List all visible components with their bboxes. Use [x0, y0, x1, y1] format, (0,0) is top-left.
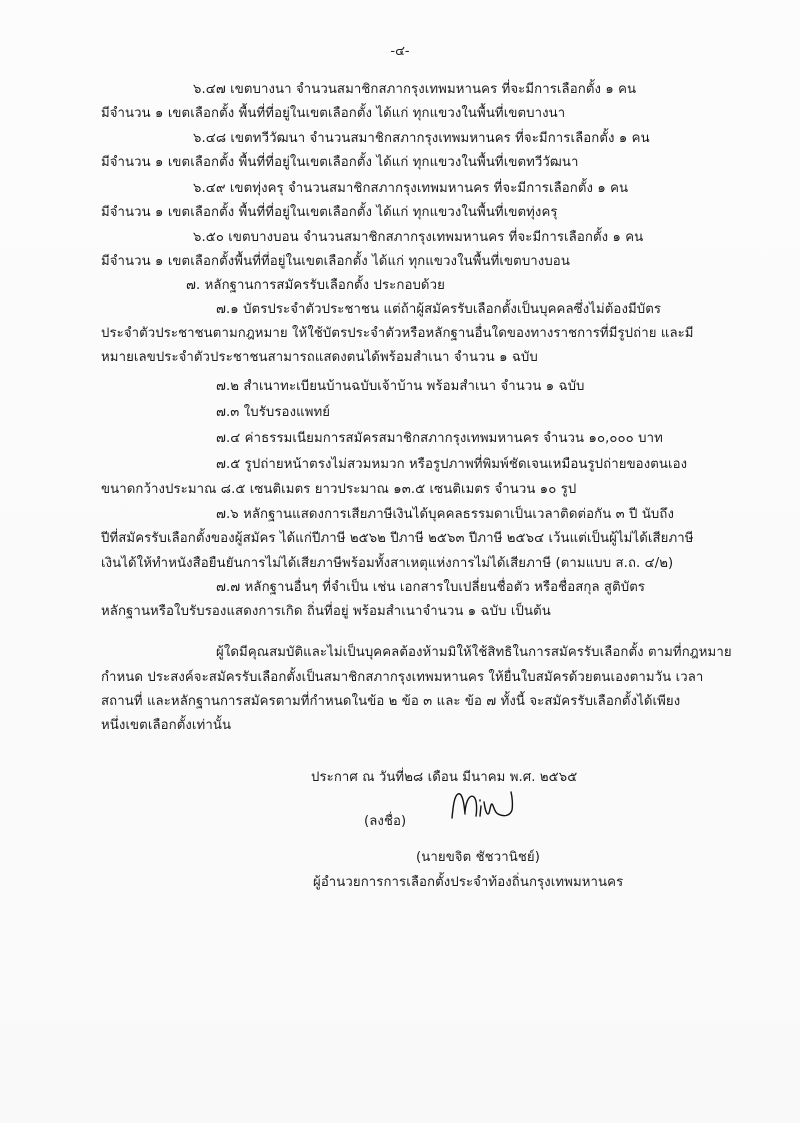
- item-7-3: ๗.๓ ใบรับรองแพทย์: [216, 405, 331, 420]
- item-7-7-line1: ๗.๗ หลักฐานอื่นๆ ที่จำเป็น เช่น เอกสารใบเปลี่ยนชื่อตัว หรือชื่อสกุล สูติบัตร: [216, 580, 646, 595]
- evidence-heading: ๗. หลักฐานการสมัครรับเลือกตั้ง ประกอบด้วย: [186, 278, 445, 293]
- item-7-6-line1: ๗.๖ หลักฐานแสดงการเสียภาษีเงินได้บุคคลธรรมดาเป็นเวลาติดต่อกัน ๓ ปี นับถึง: [216, 507, 675, 522]
- district-6-48-line1: ๖.๔๘ เขตทวีวัฒนา จำนวนสมาชิกสภากรุงเทพมหานคร ที่จะมีการเลือกตั้ง ๑ คน: [193, 131, 650, 146]
- item-7-7-line2: หลักฐานหรือใบรับรองแสดงการเกิด ถิ่นที่อยู่ พร้อมสำเนาจำนวน ๑ ฉบับ เป็นต้น: [101, 604, 551, 619]
- district-6-47-line1: ๖.๔๗ เขตบางนา จำนวนสมาชิกสภากรุงเทพมหานคร ที่จะมีการเลือกตั้ง ๑ คน: [193, 82, 637, 97]
- closing-paragraph-line4: หนึ่งเขตเลือกตั้งเท่านั้น: [101, 718, 232, 733]
- district-6-50-line2: มีจำนวน ๑ เขตเลือกตั้งพื้นที่ที่อยู่ในเขตเลือกตั้ง ได้แก่ ทุกแขวงในพื้นที่เขตบางบอน: [101, 254, 570, 269]
- item-7-4: ๗.๔ ค่าธรรมเนียมการสมัครสมาชิกสภากรุงเทพมหานคร จำนวน ๑๐,๐๐๐ บาท: [216, 431, 663, 446]
- item-7-6-line2: ปีที่สมัครรับเลือกตั้งของผู้สมัคร ได้แก่ปีภาษี ๒๕๖๒ ปีภาษี ๒๕๖๓ ปีภาษี ๒๕๖๔ เว้นแต่เป็นผู้ไม่ได้เสียภาษี: [101, 531, 694, 546]
- item-7-6-line3: เงินได้ให้ทำหนังสือยืนยันการไม่ได้เสียภาษีพร้อมทั้งสาเหตุแห่งการไม่ได้เสียภาษี (ตามแบบ ส.ถ. ๔/๒): [101, 556, 674, 571]
- signer-name: (นายขจิต ชัชวานิชย์): [416, 850, 540, 865]
- closing-paragraph-line3: สถานที่ และหลักฐานการสมัครตามที่กำหนดในข้อ ๒ ข้อ ๓ และ ข้อ ๗ ทั้งนี้ จะสมัครรับเลือกตั้งได้เพียง: [101, 694, 681, 709]
- item-7-1-line2: ประจำตัวประชาชนตามกฎหมาย ให้ใช้บัตรประจำตัวหรือหลักฐานอื่นใดของทางราชการที่มีรูปถ่าย และมี: [101, 326, 694, 341]
- district-6-47-line2: มีจำนวน ๑ เขตเลือกตั้ง พื้นที่ที่อยู่ในเขตเลือกตั้ง ได้แก่ ทุกแขวงในพื้นที่เขตบางนา: [101, 106, 566, 121]
- sign-label: (ลงชื่อ): [364, 814, 407, 829]
- district-6-49-line1: ๖.๔๙ เขตทุ่งครุ จำนวนสมาชิกสภากรุงเทพมหานคร ที่จะมีการเลือกตั้ง ๑ คน: [193, 181, 629, 196]
- item-7-1-line3: หมายเลขประจำตัวประชาชนสามารถแสดงตนได้พร้อมสำเนา จำนวน ๑ ฉบับ: [101, 350, 538, 365]
- district-6-48-line2: มีจำนวน ๑ เขตเลือกตั้ง พื้นที่ที่อยู่ในเขตเลือกตั้ง ได้แก่ ทุกแขวงในพื้นที่เขตทวีวัฒนา: [101, 155, 579, 170]
- signer-position: ผู้อำนวยการการเลือกตั้งประจำท้องถิ่นกรุงเทพมหานคร: [313, 875, 624, 890]
- item-7-5-line2: ขนาดกว้างประมาณ ๘.๕ เซนติเมตร ยาวประมาณ ๑๓.๕ เซนติเมตร จำนวน ๑๐ รูป: [101, 482, 577, 497]
- item-7-2: ๗.๒ สำเนาทะเบียนบ้านฉบับเจ้าบ้าน พร้อมสำเนา จำนวน ๑ ฉบับ: [216, 379, 585, 394]
- closing-paragraph-line1: ผู้ใดมีคุณสมบัติและไม่เป็นบุคคลต้องห้ามมิให้ใช้สิทธิในการสมัครรับเลือกตั้ง ตามที่กฎหมาย: [216, 645, 732, 660]
- page-number: -๔-: [390, 44, 410, 59]
- item-7-5-line1: ๗.๕ รูปถ่ายหน้าตรงไม่สวมหมวก หรือรูปภาพที่พิมพ์ชัดเจนเหมือนรูปถ่ายของตนเอง: [216, 457, 688, 472]
- district-6-49-line2: มีจำนวน ๑ เขตเลือกตั้ง พื้นที่ที่อยู่ในเขตเลือกตั้ง ได้แก่ ทุกแขวงในพื้นที่เขตทุ่งครุ: [101, 205, 558, 220]
- item-7-1-line1: ๗.๑ บัตรประจำตัวประชาชน แต่ถ้าผู้สมัครรับเลือกตั้งเป็นบุคคลซึ่งไม่ต้องมีบัตร: [216, 302, 662, 317]
- closing-paragraph-line2: กำหนด ประสงค์จะสมัครรับเลือกตั้งเป็นสมาชิกสภากรุงเทพมหานคร ให้ยื่นใบสมัครด้วยตนเองตามวัน เวลา: [101, 670, 704, 685]
- announcement-date: ประกาศ ณ วันที่๒๘ เดือน มีนาคม พ.ศ. ๒๕๖๕: [311, 770, 578, 785]
- district-6-50-line1: ๖.๕๐ เขตบางบอน จำนวนสมาชิกสภากรุงเทพมหานคร ที่จะมีการเลือกตั้ง ๑ คน: [193, 230, 644, 245]
- signature-icon: [448, 788, 518, 824]
